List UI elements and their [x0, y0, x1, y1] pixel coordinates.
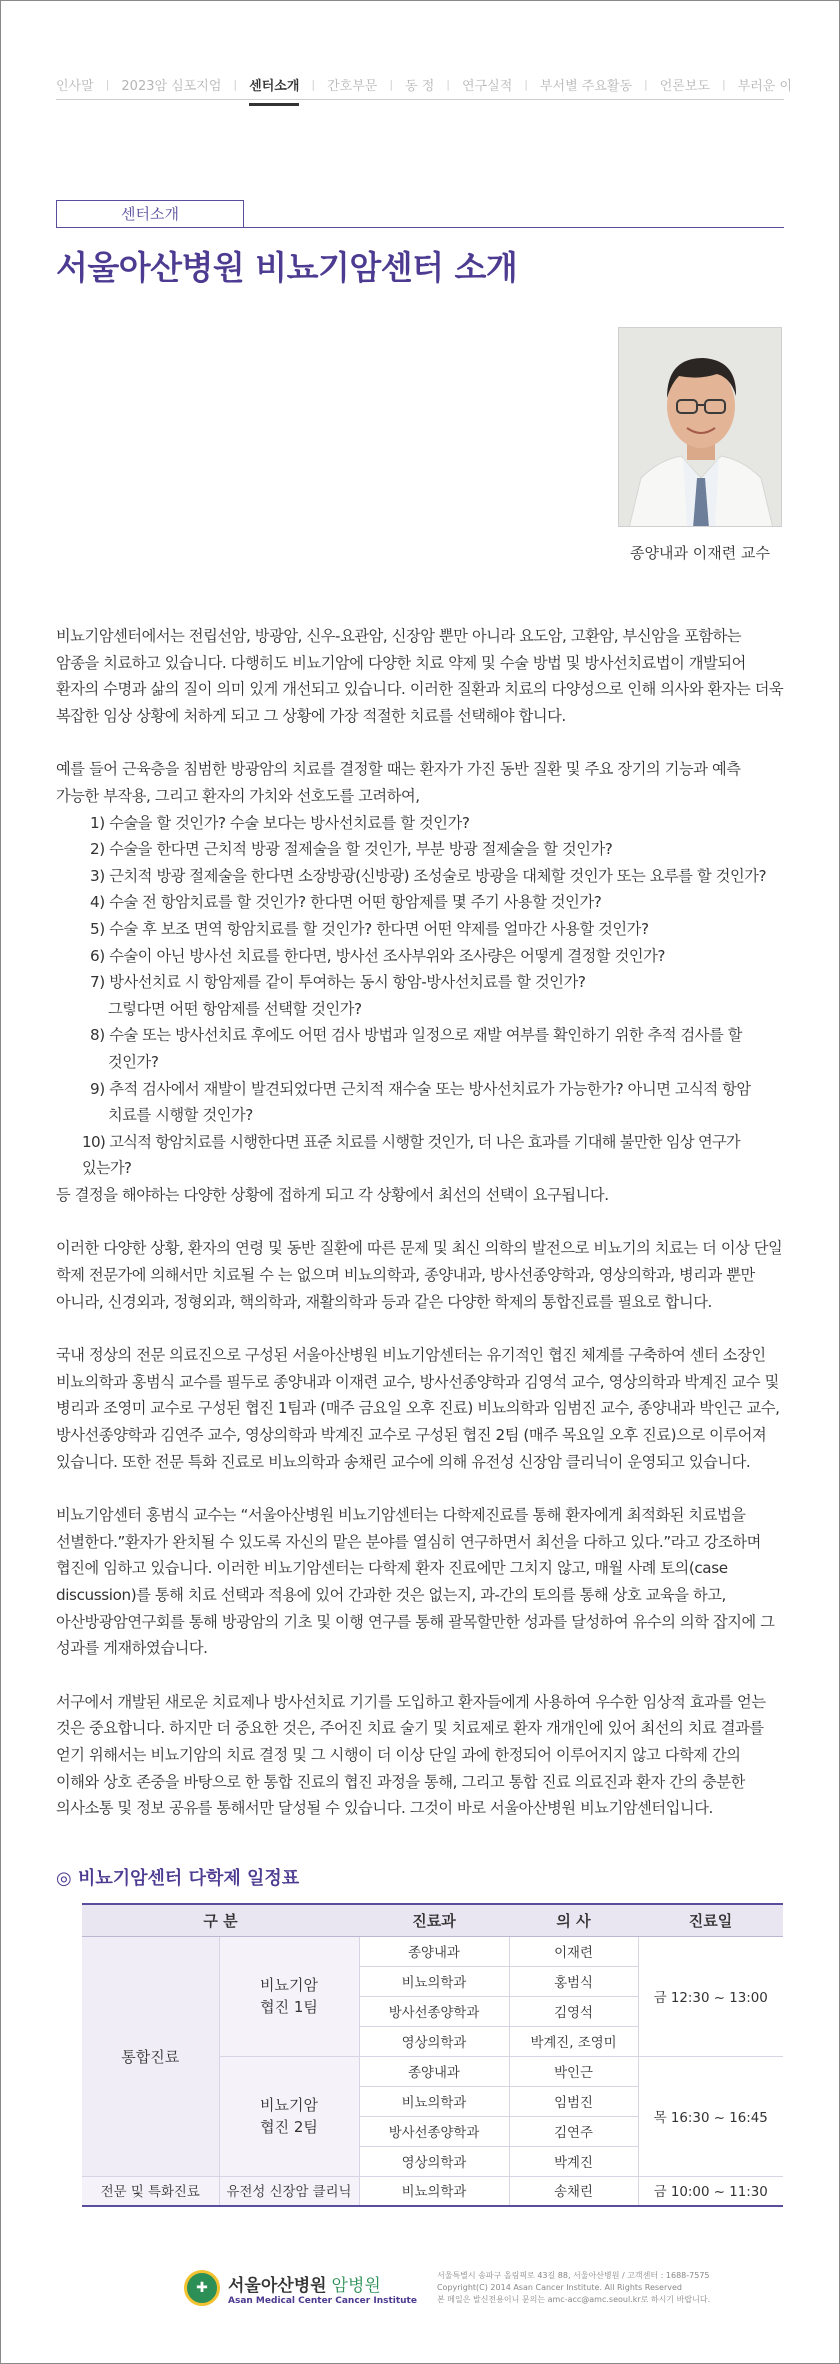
footer-info	[437, 2270, 710, 2306]
paragraph: 비뇨기암센터에서는 전립선암, 방광암, 신우-요관암, 신장암 뿐만 아니라 요도암, 고환암, 부신암을 포함하는 암종을 치료하고 있습니다. 다행히도 비뇨기암에 다양한 치료 약제 및 수술 방법 및 방사선치료법이 개발되어 환자의 수명과 삶의 질이 의미 있게 개선되고 있습니다. 이러한 질환과 치료의 다양성으로 인해 의사와 환자는 더욱 복잡한 임상 상황에 처하게 되고 그 상황에 가장 적절한 치료를 선택해야 합니다.	[56, 627, 784, 725]
doctor-cell: 박계진	[509, 2146, 638, 2176]
table-header-row	[82, 1904, 783, 1936]
photo-caption: 종양내과 이재련 교수	[630, 544, 770, 562]
nav-separator: |	[644, 78, 648, 91]
header-doctor: 의 사	[509, 1904, 638, 1936]
footer-notice: 본 메일은 발신전용이니 문의는 amc-acc@amc.seoul.kr로 하시기 바랍니다.	[436, 2295, 711, 2304]
list-item: 7) 방사선치료 시 항암제를 같이 투여하는 동시 항암-방사선치료를 할 것인가?	[90, 973, 586, 992]
schedule-title: ◎ 비뇨기암센터 다학제 일정표	[56, 1868, 300, 1889]
header-group: 구 분	[82, 1904, 359, 1936]
list-item: 10) 고식적 항암치료를 시행한다면 표준 치료를 시행할 것인가, 더 나은 효과를 기대해 불만한 임상 연구가 있는가?	[82, 1132, 740, 1178]
professor-photo	[618, 327, 782, 527]
dept-cell: 방사선종양학과	[359, 1996, 509, 2026]
doctor-cell: 박계진, 조영미	[509, 2026, 638, 2056]
nav-item-news[interactable]: 동 정	[405, 79, 435, 94]
nav-item-center-intro[interactable]: 센터소개	[249, 75, 299, 94]
nav-divider	[56, 99, 784, 100]
header-day: 진료일	[638, 1904, 783, 1936]
portrait-illustration	[619, 328, 782, 527]
dept-cell: 종양내과	[359, 1936, 509, 1966]
top-nav	[56, 75, 793, 94]
nav-item-press[interactable]: 언론보도	[659, 79, 710, 94]
paragraph: 예를 들어 근육층을 침범한 방광암의 치료를 결정할 때는 환자가 가진 동반 질환 및 주요 장기의 기능과 예측 가능한 부작용, 그리고 환자의 가치와 선호도를 고려하여,	[56, 760, 741, 805]
page-title: 서울아산병원 비뇨기암센터 소개	[56, 248, 518, 287]
special-day: 금 10:00 ~ 11:30	[638, 2176, 783, 2206]
list-item: 5) 수술 후 보조 면역 항암치료를 할 것인가? 한다면 어떤 약제를 얼마간 사용할 것인가?	[90, 919, 649, 938]
dept-cell: 종양내과	[359, 2056, 509, 2086]
dept-cell: 방사선종양학과	[359, 2116, 509, 2146]
team2-day: 목 16:30 ~ 16:45	[638, 2056, 783, 2176]
question-block	[56, 756, 784, 1208]
team2-name	[219, 2056, 359, 2176]
doctor-cell: 홍범식	[509, 1966, 638, 1996]
list-item: 1) 수술을 할 것인가? 수술 보다는 방사선치료를 할 것인가?	[90, 813, 470, 832]
clinic-cell: 유전성 신장암 클리닉	[219, 2176, 359, 2206]
list-item: 4) 수술 전 항암치료를 할 것인가? 한다면 어떤 항암제를 몇 주기 사용할 것인가?	[90, 893, 602, 912]
nav-item-research[interactable]: 연구실적	[462, 79, 513, 94]
doctor-cell: 임범진	[509, 2086, 638, 2116]
section-tag: 센터소개	[56, 200, 244, 228]
list-item: 2) 수술을 한다면 근치적 방광 절제술을 할 것인가, 부분 방광 절제술을 할 것인가?	[90, 840, 613, 859]
logo-sub: 암병원	[331, 2275, 381, 2296]
table-row	[82, 1936, 783, 1966]
list-item: 8) 수술 또는 방사선치료 후에도 어떤 검사 방법과 일정으로 재발 여부를 확인하기 위한 추적 검사를 할 것인가?	[90, 1026, 743, 1071]
team1-line1: 비뇨기암	[260, 1976, 318, 1994]
nav-item-symposium[interactable]: 2023암 심포지엄	[121, 79, 222, 94]
question-list	[56, 810, 784, 1182]
nav-item-department-activities[interactable]: 부서별 주요활동	[539, 79, 633, 94]
logo-name: 서울아산병원	[228, 2275, 327, 2296]
team1-day: 금 12:30 ~ 13:00	[638, 1936, 783, 2056]
article-body	[56, 623, 784, 1849]
nav-separator: |	[446, 78, 451, 91]
hospital-logo[interactable]	[228, 2271, 417, 2306]
nav-item-greeting[interactable]: 인사말	[56, 79, 94, 94]
paragraph: 국내 정상의 전문 의료진으로 구성된 서울아산병원 비뇨기암센터는 유기적인 협진 체계를 구축하여 센터 소장인 비뇨의학과 홍범식 교수를 필두로 종양내과 이재련 교수, 방사선종양학과 김영석 교수, 영상의학과 박계진 교수 및 병리과 조영미 교수로 구성된 협진 1팀과 (매주 금요일 오후 진료) 비뇨의학과 임범진 교수, 종양내과 박인근 교수, 방사선종양학과 김연주 교수, 영상의학과 박계진 교수로 구성된 협진 2팀 (매주 목요일 오후 진료)으로 이루어져 있습니다. 또한 전문 특화 진료로 비뇨의학과 송채린 교수에 의해 유전성 신장암 클리닉이 운영되고 있습니다.	[56, 1346, 780, 1471]
group-integrated: 통합진료	[82, 1936, 219, 2176]
list-item: 6) 수술이 아닌 방사선 치료를 한다면, 방사선 조사부위와 조사량은 어떻게 결정할 것인가?	[90, 946, 666, 965]
doctor-cell: 김연주	[509, 2116, 638, 2146]
paragraph: 등 결정을 해야하는 다양한 상황에 접하게 되고 각 상황에서 최선의 선택이 요구됩니다.	[56, 1185, 609, 1204]
doctor-cell: 이재련	[509, 1936, 638, 1966]
schedule-table	[82, 1903, 783, 2207]
section-divider	[243, 227, 784, 228]
dept-cell: 비뇨의학과	[359, 2086, 509, 2116]
hospital-logo-icon: ✚	[184, 2270, 220, 2306]
paragraph: 서구에서 개발된 새로운 치료제나 방사선치료 기기를 도입하고 환자들에게 사용하여 우수한 임상적 효과를 얻는 것은 중요합니다. 하지만 더 중요한 것은, 주어진 치료 술기 및 치료제로 환자 개개인에 있어 최선의 치료 결과를 얻기 위해서는 비뇨기암의 치료 결정 및 그 시행이 더 이상 단일 과에 한정되어 이루어지지 않고 다학제 간의 이해와 상호 존중을 바탕으로 한 통합 진료의 협진 과정을 통해, 그리고 통합 진료 의료진과 환자 간의 충분한 의사소통 및 정보 공유를 통해서만 달성될 수 있습니다. 그것이 바로 서울아산병원 비뇨기암센터입니다.	[56, 1692, 766, 1818]
nav-separator: |	[721, 78, 726, 91]
doctor-cell: 박인근	[509, 2056, 638, 2086]
group-special: 전문 및 특화진료	[82, 2176, 219, 2206]
nav-separator: |	[389, 78, 394, 91]
doctor-cell: 김영석	[509, 1996, 638, 2026]
list-item-continuation: 치료를 시행할 것인가?	[108, 1106, 253, 1125]
doctor-cell: 송채린	[509, 2176, 638, 2206]
nav-separator: |	[311, 78, 316, 91]
nav-separator: |	[524, 78, 528, 91]
dept-cell: 영상의학과	[359, 2146, 509, 2176]
list-item-continuation: 그렇다면 어떤 항암제를 선택할 것인가?	[108, 999, 362, 1018]
list-item: 3) 근치적 방광 절제술을 한다면 소장방광(신방광) 조성술로 방광을 대체할 것인가 또는 요루를 할 것인가?	[90, 866, 767, 885]
list-item: 9) 추적 검사에서 재발이 발견되었다면 근치적 재수술 또는 방사선치료가 가능한가? 아니면 고식적 항암	[90, 1079, 751, 1098]
dept-cell: 비뇨의학과	[359, 2176, 509, 2206]
dept-cell: 비뇨의학과	[359, 1966, 509, 1996]
team1-line2: 협진 1팀	[260, 1998, 318, 2016]
logo-english: Asan Medical Center Cancer Institute	[228, 2295, 417, 2306]
paragraph: 이러한 다양한 상황, 환자의 연령 및 동반 질환에 따른 문제 및 최신 의학의 발전으로 비뇨기의 치료는 더 이상 단일 학제 전문가에 의해서만 치료될 수 는 없으며 비뇨의학과, 종양내과, 방사선종양학과, 영상의학과, 병리과 뿐만 아니라, 신경외과, 정형외과, 핵의학과, 재활의학과 등과 같은 다양한 학제의 통합진료를 필요로 합니다.	[56, 1239, 783, 1311]
footer-copyright: Copyright(C) 2014 Asan Cancer Institute. All Rights Reserved	[436, 2283, 682, 2292]
nav-item-nursing[interactable]: 간호부문	[327, 79, 378, 94]
dept-cell: 영상의학과	[359, 2026, 509, 2056]
footer	[184, 2270, 784, 2306]
team1-name	[219, 1936, 359, 2056]
nav-separator: |	[105, 78, 110, 91]
footer-address: 서울특별시 송파구 올림픽로 43길 88, 서울아산병원 / 고객센터 : 1688-7575	[436, 2271, 710, 2280]
team2-line2: 협진 2팀	[260, 2118, 318, 2136]
table-row	[82, 2176, 783, 2206]
header-dept: 진료과	[359, 1904, 509, 1936]
team2-line1: 비뇨기암	[260, 2096, 318, 2114]
nav-item-envy[interactable]: 부러운 이	[737, 79, 793, 94]
paragraph: 비뇨기암센터 홍범식 교수는 “서울아산병원 비뇨기암센터는 다학제진료를 통해 환자에게 최적화된 치료법을 선별한다.”환자가 완치될 수 있도록 자신의 맡은 분야를 열심히 연구하면서 최선을 다하고 있다.”라고 강조하며 협진에 임하고 있습니다. 이러한 비뇨기암센터는 다학제 환자 진료에만 그치지 않고, 매월 사례 토의(case discussion)를 통해 치료 선택과 적용에 있어 간과한 것은 없는지, 과-간의 토의를 통해 상호 교육을 하고, 아산방광암연구회를 통해 방광암의 기초 및 이행 연구를 통해 괄목할만한 성과를 달성하여 유수의 의학 잡지에 그 성과를 게재하였습니다.	[56, 1506, 775, 1658]
nav-separator: |	[233, 78, 238, 91]
